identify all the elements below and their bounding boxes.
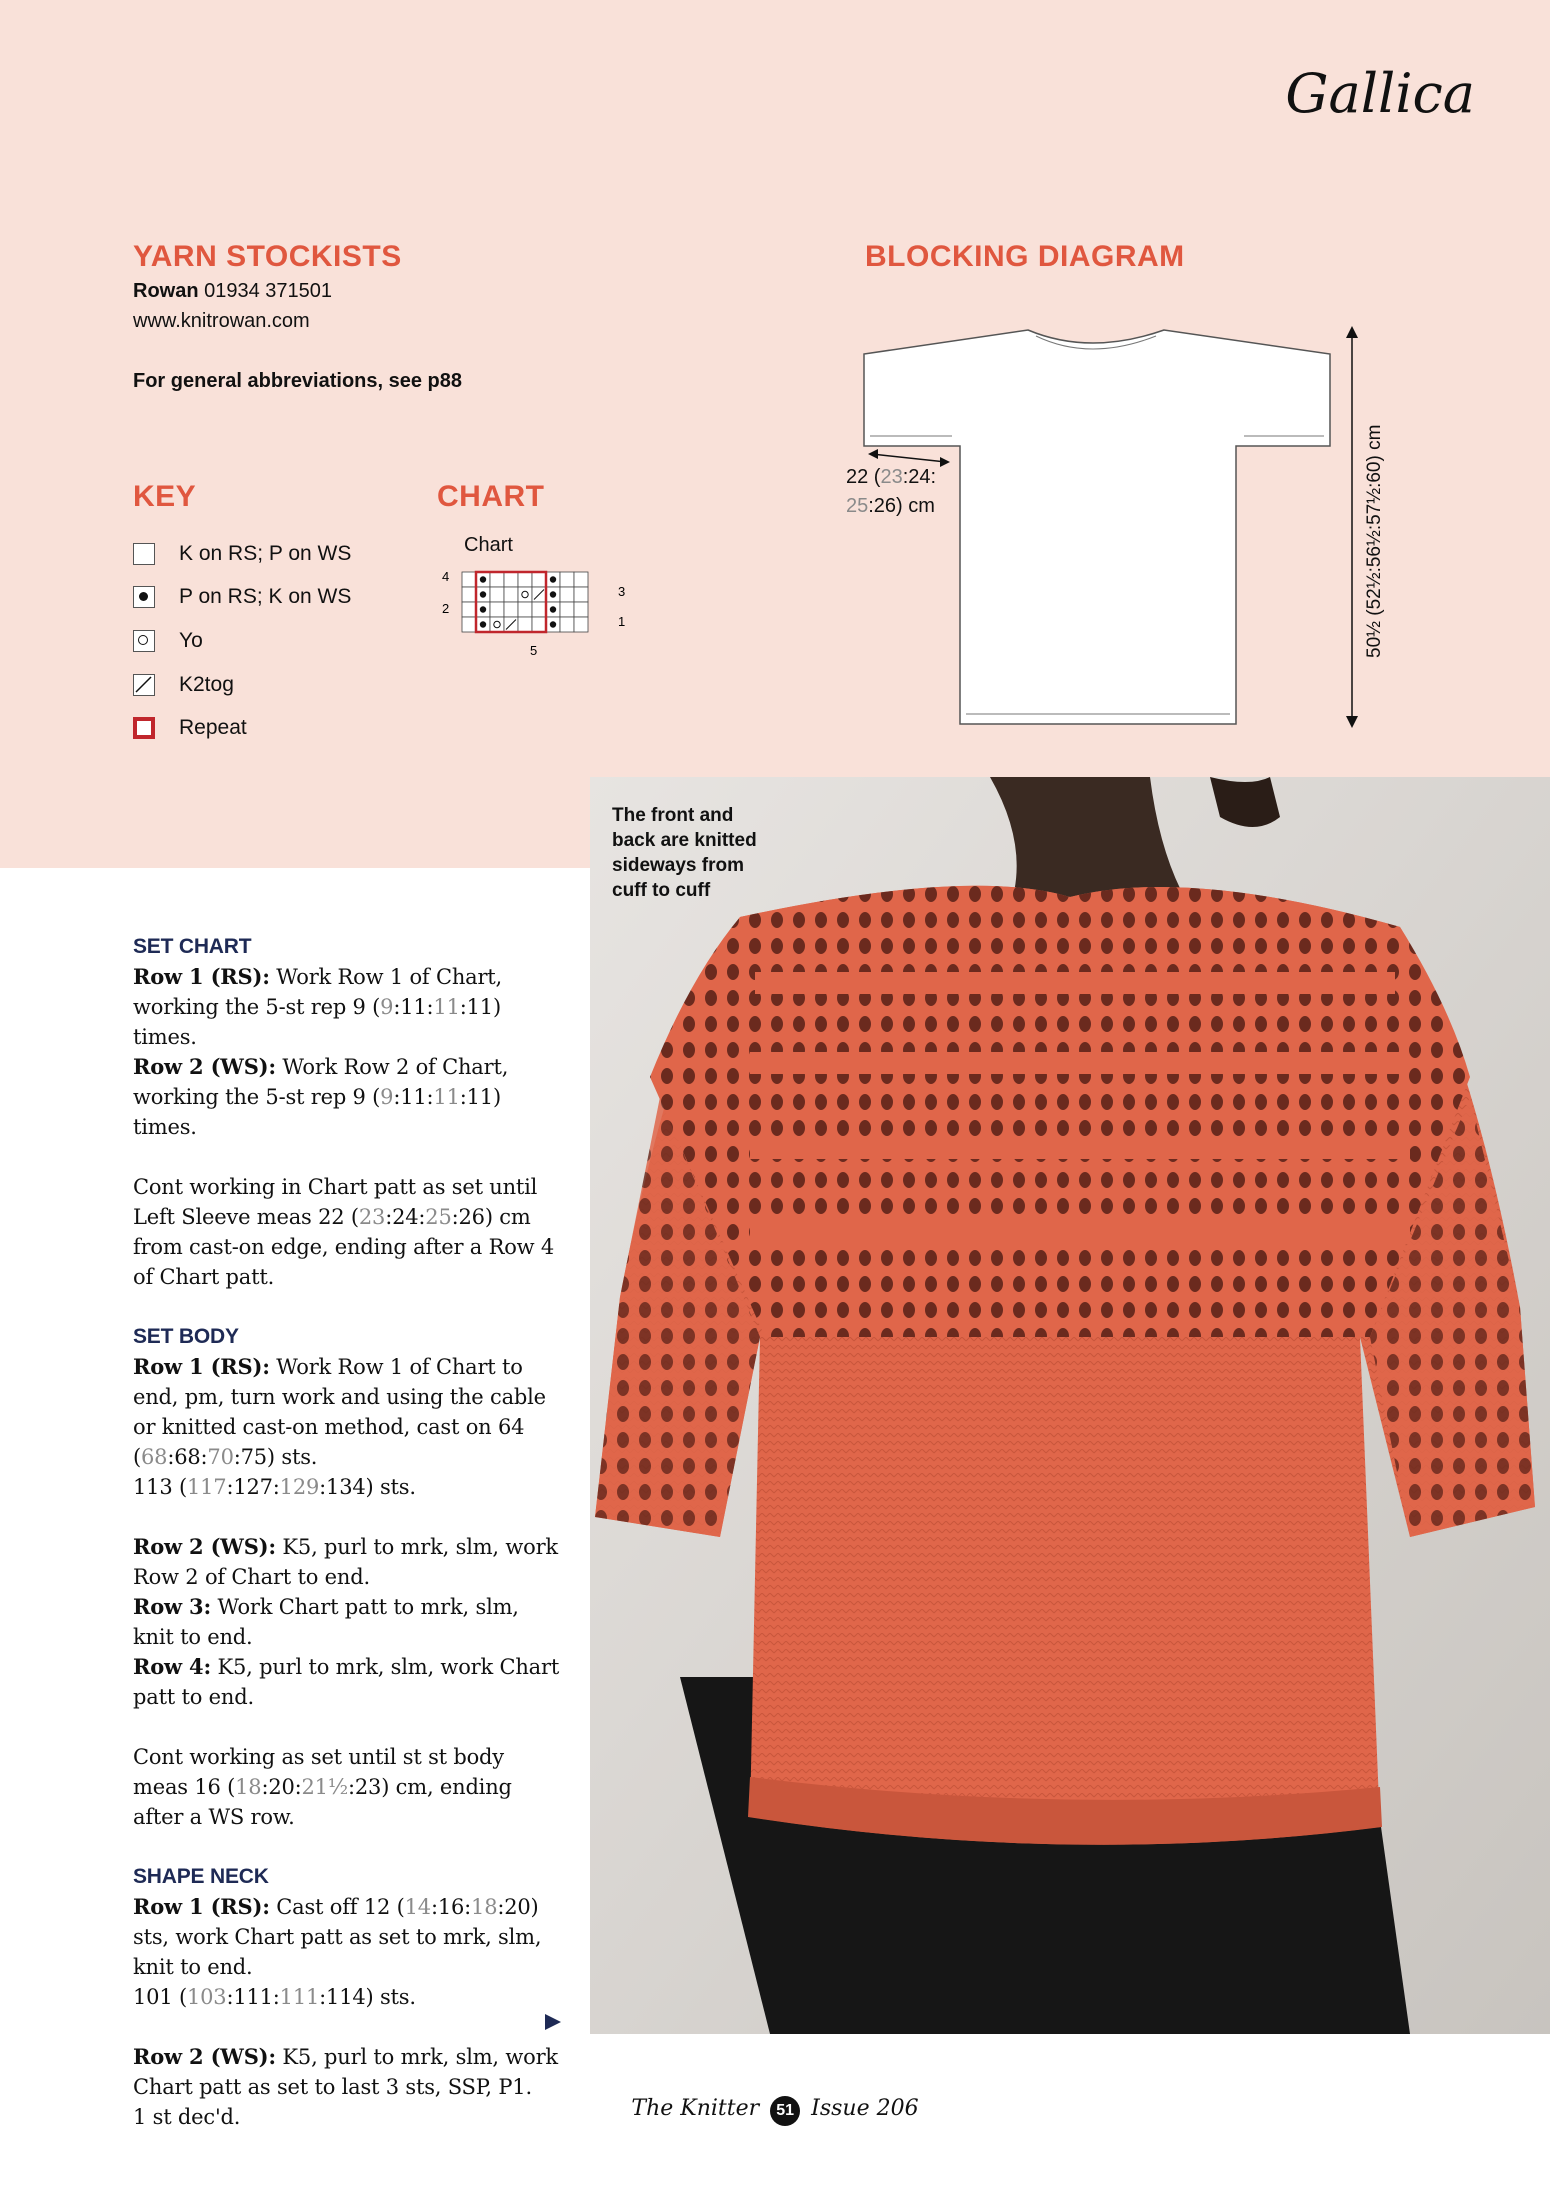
key-item-purl: P on RS; K on WS (133, 583, 351, 611)
model-photo (590, 777, 1550, 2034)
blocking-diagram (840, 318, 1400, 738)
section-shape-neck: SHAPE NECK (133, 1865, 269, 1888)
chart-cell (518, 587, 532, 602)
chart-cell (518, 602, 532, 617)
length-arrow-bottom-icon (1346, 716, 1358, 728)
chart-cell (504, 602, 518, 617)
key-item-knit: K on RS; P on WS (133, 540, 351, 568)
chart-cell (504, 587, 518, 602)
set-body-continue: Cont working as set until st st body meas 16 (18:20:21½:23) cm, ending after a WS row. (133, 1745, 512, 1829)
chart-cell (560, 587, 574, 602)
continue-arrow-icon (545, 2014, 561, 2030)
chart-cell (532, 617, 546, 632)
purl-dot-icon (550, 606, 556, 612)
chart-row-label-4: 4 (442, 569, 450, 584)
yarn-url[interactable]: www.knitrowan.com (133, 310, 310, 332)
key-item-repeat: Repeat (133, 714, 247, 742)
dot-square-icon (133, 586, 155, 608)
chart-cell (490, 587, 504, 602)
length-arrow-top-icon (1346, 326, 1358, 338)
purl-dot-icon (550, 591, 556, 597)
sleeve-measurement: 22 (23:24: 25:26) cm (846, 466, 937, 517)
purl-dot-icon (550, 621, 556, 627)
chart-label: Chart (464, 534, 513, 556)
set-body-rows: Row 2 (WS): K5, purl to mrk, slm, work Row 2 of Chart to end. Row 3: Work Chart patt to mrk, slm, knit to end. Row 4: K5, purl to mrk, slm, work Chart patt to end. (133, 1534, 560, 1709)
circle-square-icon (133, 630, 155, 652)
photo-caption: The front and back are knitted sideways from cuff to cuff (612, 805, 757, 901)
chart-cell (462, 587, 476, 602)
yarn-brand: Rowan (133, 280, 199, 302)
chart-cell (462, 572, 476, 587)
chart-cell (462, 617, 476, 632)
chart-cell (518, 572, 532, 587)
chart-cell (560, 602, 574, 617)
footer-issue: Issue 206 (811, 2096, 919, 2121)
chart-row-label-2: 2 (442, 601, 450, 616)
chart-cell (490, 602, 504, 617)
length-measurement: 50½ (52½:56½:57½:60) cm (1364, 424, 1385, 658)
sleeve-arrow-right-icon (940, 457, 950, 467)
section-set-chart: SET CHART (133, 935, 252, 958)
set-chart-continue: Cont working in Chart patt as set until Left Sleeve meas 22 (23:24:25:26) cm from cast-on edge, ending after a Row 4 of Chart patt. (133, 1175, 555, 1289)
chart-cell (462, 602, 476, 617)
chart-cell (574, 617, 588, 632)
chart-cell (574, 572, 588, 587)
chart-cell (532, 572, 546, 587)
key-item-yo: Yo (133, 627, 203, 655)
abbreviations-note: For general abbreviations, see p88 (133, 370, 463, 392)
chart-cell (490, 572, 504, 587)
set-chart-rows: Row 1 (RS): Work Row 1 of Chart, working the 5-st rep 9 (9:11:11:11) times. Row 2 (WS): Work Row 2 of Chart, working the 5-st rep 9 (9:11:11:11) times. (133, 964, 509, 1139)
chart-cell (560, 617, 574, 632)
chart-grid (462, 572, 588, 632)
key-heading: KEY (133, 480, 197, 513)
purl-dot-icon (480, 621, 486, 627)
footer-magazine: The Knitter (631, 2096, 760, 2121)
repeat-square-icon (133, 717, 155, 739)
shape-neck-row1: Row 1 (RS): Cast off 12 (14:16:18:20) sts, work Chart patt as set to mrk, slm, knit to end. 101 (103:111:111:114) sts. (133, 1894, 542, 2009)
chart-cell (518, 617, 532, 632)
chart-cell (574, 602, 588, 617)
slash-square-icon (133, 674, 155, 696)
chart-cell (560, 572, 574, 587)
sleeve-arrow-left-icon (868, 449, 878, 459)
shape-neck-row2: Row 2 (WS): K5, purl to mrk, slm, work Chart patt as set to last 3 sts, SSP, P1. 1 st dec'd. (133, 2044, 558, 2129)
key-item-k2tog: K2tog (133, 671, 234, 699)
yarn-stockists-heading: YARN STOCKISTS (133, 240, 402, 273)
purl-dot-icon (480, 606, 486, 612)
purl-dot-icon (480, 591, 486, 597)
blocking-diagram-heading: BLOCKING DIAGRAM (865, 240, 1185, 273)
page-title: Gallica (1285, 62, 1475, 125)
stitch-chart (438, 560, 638, 670)
purl-dot-icon (550, 576, 556, 582)
chart-heading: CHART (437, 480, 545, 513)
empty-square-icon (133, 543, 155, 565)
page-footer (0, 2096, 1550, 2126)
section-set-body: SET BODY (133, 1325, 239, 1348)
yarn-phone: 01934 371501 (204, 280, 333, 302)
sleeve-measure-line (872, 454, 946, 462)
chart-cell (504, 572, 518, 587)
chart-cell (490, 617, 504, 632)
chart-cell (574, 587, 588, 602)
page-number-badge: 51 (770, 2096, 800, 2126)
chart-row-label-1: 1 (618, 614, 626, 629)
sweater-outline (864, 330, 1330, 724)
purl-dot-icon (480, 576, 486, 582)
chart-col-label: 5 (530, 643, 538, 658)
instructions (133, 932, 563, 2162)
yarn-stockist-info (133, 276, 332, 336)
set-body-row1: Row 1 (RS): Work Row 1 of Chart to end, pm, turn work and using the cable or knitted cast-on method, cast on 64 (68:68:70:75) sts. 113 (117:127:129:134) sts. (133, 1354, 546, 1499)
chart-cell (532, 602, 546, 617)
chart-row-label-3: 3 (618, 584, 626, 599)
